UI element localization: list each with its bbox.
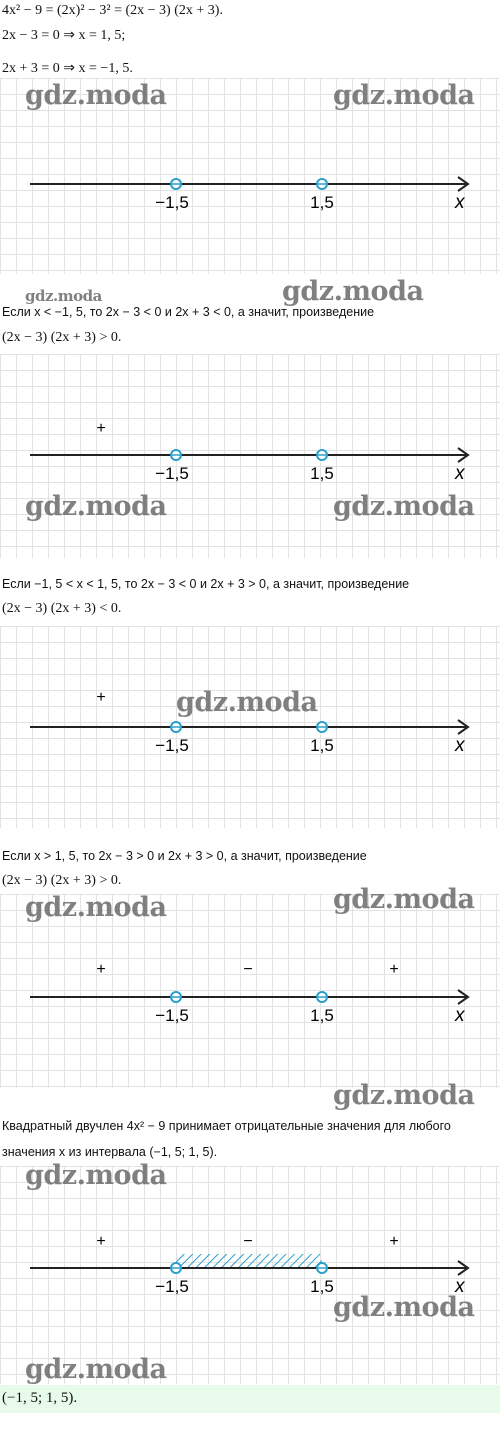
number-line-diagram-2 (0, 354, 500, 558)
sign-plus-right: + (389, 1233, 399, 1250)
label-right: 1,5 (310, 193, 334, 212)
paragraph-1-line-2: (2x − 3) (2x + 3) > 0. (2, 330, 122, 345)
paragraph-2-line-2: (2x − 3) (2x + 3) < 0. (2, 601, 122, 616)
sign-plus-left: + (96, 420, 106, 437)
watermark: gdz.moda (25, 491, 167, 522)
sign-minus-middle: − (243, 961, 253, 978)
equation-line-1: 4x² − 9 = (2x)² − 3² = (2x − 3) (2x + 3). (2, 3, 223, 18)
sign-plus-right: + (389, 961, 399, 978)
paragraph-4-line-2: значения x из интервала (−1, 5; 1, 5). (2, 1145, 218, 1159)
number-line-2 (0, 354, 500, 558)
watermark: gdz.moda (333, 80, 475, 111)
equation-line-2: 2x − 3 = 0 ⇒ x = 1, 5; (2, 28, 126, 43)
label-left: −1,5 (155, 736, 189, 755)
label-x: x (455, 1276, 465, 1297)
paragraph-3-line-2: (2x − 3) (2x + 3) > 0. (2, 873, 122, 888)
paragraph-2-line-1: Если −1, 5 < x < 1, 5, то 2x − 3 < 0 и 2x + 3 > 0, а значит, произведение (2, 577, 410, 591)
number-line-3 (0, 626, 500, 828)
answer-text: (−1, 5; 1, 5). (2, 1390, 78, 1406)
watermark: gdz.moda (25, 80, 167, 111)
paragraph-1-line-1: Если x < −1, 5, то 2x − 3 < 0 и 2x + 3 < 0, а значит, произведение (2, 305, 375, 319)
label-left: −1,5 (155, 1277, 189, 1296)
watermark: gdz.moda (25, 892, 167, 923)
answer-box (0, 1385, 500, 1413)
label-x: x (455, 735, 465, 756)
paragraph-3-line-1: Если x > 1, 5, то 2x − 3 > 0 и 2x + 3 > 0, а значит, произведение (2, 849, 367, 863)
watermark: gdz.moda (25, 1354, 167, 1385)
label-right: 1,5 (310, 464, 334, 483)
label-x: x (455, 1005, 465, 1026)
sign-minus-middle: − (243, 1233, 253, 1250)
sign-plus-left: + (96, 689, 106, 706)
watermark: gdz.moda (282, 276, 424, 307)
label-right: 1,5 (310, 1006, 334, 1025)
watermark: gdz.moda (333, 1080, 475, 1111)
paragraph-4-line-1: Квадратный двучлен 4x² − 9 принимает отрицательные значения для любого (2, 1119, 451, 1133)
number-line-4 (0, 894, 500, 1088)
sign-plus-left: + (96, 961, 106, 978)
watermark: gdz.moda (176, 687, 318, 718)
watermark: gdz.moda (333, 884, 475, 915)
hatched-interval (176, 1254, 322, 1268)
label-left: −1,5 (155, 193, 189, 212)
label-x: x (455, 463, 465, 484)
label-left: −1,5 (155, 464, 189, 483)
sign-plus-left: + (96, 1233, 106, 1250)
label-x: x (455, 192, 465, 213)
number-line-5 (0, 1166, 500, 1384)
label-right: 1,5 (310, 736, 334, 755)
label-left: −1,5 (155, 1006, 189, 1025)
watermark: gdz.moda (25, 1160, 167, 1191)
equation-line-3: 2x + 3 = 0 ⇒ x = −1, 5. (2, 61, 133, 76)
watermark: gdz.moda (25, 287, 102, 305)
label-right: 1,5 (310, 1277, 334, 1296)
watermark: gdz.moda (333, 1292, 475, 1323)
number-line-diagram-5 (0, 1166, 500, 1384)
number-line-diagram-4 (0, 894, 500, 1088)
number-line-diagram-3 (0, 626, 500, 828)
watermark: gdz.moda (333, 491, 475, 522)
